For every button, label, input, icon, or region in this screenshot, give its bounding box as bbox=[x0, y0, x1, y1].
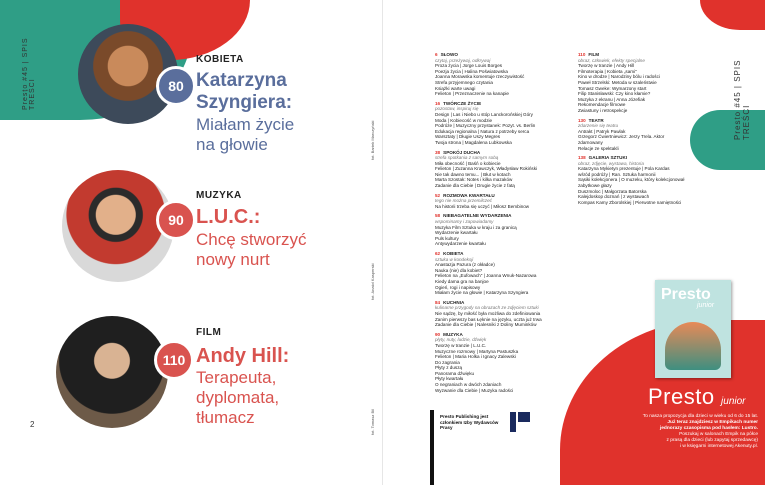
toc-entry: Joanna Morawska komentuje rzeczywistość bbox=[435, 74, 525, 80]
toc-entry: Duszmoloc | Małgorzata Batorska bbox=[578, 188, 647, 194]
toc-page-number: 84 bbox=[435, 299, 441, 305]
toc-entry: Ogień, rogi i napisowy bbox=[435, 284, 481, 290]
toc-entry: Felieton | Przeznaczenie na kanapie bbox=[435, 91, 509, 97]
toc-section-tagline: tego nie można przemilczeć bbox=[435, 198, 492, 204]
toc-entry: Muzyka z ekranu | Anna Józefiak bbox=[578, 96, 646, 102]
toc-page-number: 62 bbox=[435, 251, 441, 256]
toc-section-tagline: kulinarne przygody na obrazach ze zdjęciem sztuki bbox=[435, 305, 539, 311]
teal-side-shape bbox=[690, 110, 765, 170]
toc-section bbox=[578, 155, 688, 205]
toc-entry: Muzyka Film Sztuka w kraju i za granicą bbox=[435, 224, 517, 230]
logo-junior: junior bbox=[721, 396, 746, 407]
toc-entry: Proza życia | Jorge Louis Borges bbox=[435, 63, 503, 69]
publisher-text: Presto Publishing jest członkiem Izby Wydawców Prasy bbox=[440, 414, 499, 431]
toc-section-title: KOBIETA bbox=[443, 251, 464, 256]
toc-entry: Płyty kwartału bbox=[435, 376, 464, 382]
toc-section-title: SŁOWO bbox=[440, 52, 458, 57]
toc-entry: Kompas Kamy Zborolskiej | Pierwotne namiętności bbox=[578, 199, 682, 205]
section-side-label: Presto #45 | SPIS TREŚCI bbox=[22, 37, 36, 110]
toc-entry: Nie tak dawno temu... | Błut w kotach bbox=[435, 171, 511, 177]
toc-section bbox=[578, 118, 688, 152]
feature-subtitle: Chcę stworzyć nowy nurt bbox=[196, 230, 307, 269]
toc-entry: Grzegorz Ćwiertniewicz: Jerzy Trela. Aktor zdarnowany bbox=[578, 134, 665, 145]
photo-credit: fot. Tomasz Bil bbox=[370, 409, 375, 435]
category-label: KOBIETA bbox=[196, 54, 244, 65]
toc-section-tagline: płyty, nuty, ludzie, dźwięk bbox=[435, 337, 487, 343]
feature-title: Katarzyna Szyngiera: bbox=[196, 70, 293, 113]
category-label: FILM bbox=[196, 327, 222, 338]
page-number-badge: 110 bbox=[154, 340, 194, 380]
toc-section-tagline: wspominamy i zapowiadamy bbox=[435, 219, 494, 225]
toc-entry: Relacje ze spektakli bbox=[578, 145, 619, 151]
toc-entry: Antrakt | Patryk Pawlak bbox=[578, 128, 626, 134]
portrait-photo-man bbox=[56, 316, 168, 428]
toc-entry: Na historii trzeba się uczyć | Miłosz Bembinow bbox=[435, 203, 530, 209]
toc-entry: Tworzę w tranzie | Andy Hill bbox=[578, 63, 635, 69]
page-spine bbox=[382, 0, 383, 485]
toc-entry: Strefa przyjemnego czytania bbox=[435, 79, 493, 85]
photo-credit: fot. Bartek Marczyński bbox=[370, 120, 375, 160]
toc-entry: Miła obecność | Baśń o kobiecie bbox=[435, 160, 501, 166]
toc-section-title: KUCHNIA bbox=[443, 299, 465, 305]
publisher-black-bar bbox=[430, 410, 434, 485]
toc-section-title: TEATR bbox=[588, 117, 604, 123]
toc-section-tagline: strefa spotkania z samym sobą bbox=[435, 155, 499, 161]
toc-entry: Muzyczne rozmowy | Martyna Pastuszka bbox=[435, 348, 519, 354]
page-number-badge: 90 bbox=[156, 200, 196, 240]
toc-entry: Kalejdoskop doznań | z wystawach bbox=[578, 194, 650, 200]
red-corner-shape bbox=[700, 0, 765, 30]
presto-junior-logo bbox=[648, 384, 746, 410]
toc-entry: Panorama dźwięku bbox=[435, 370, 475, 376]
blurb-line: Poszukaj w salonach Empik na półce bbox=[679, 432, 758, 437]
category-label: MUZYKA bbox=[196, 190, 242, 201]
blurb-line: z prasą dla dzieci (lub zapytaj sprzedawcę) bbox=[666, 438, 758, 443]
cover-illustration bbox=[665, 322, 721, 370]
page-number: 2 bbox=[30, 420, 35, 429]
toc-section bbox=[435, 52, 545, 97]
toc-entry: Miałam życie na głowie | Katarzyna Szyngiera bbox=[435, 290, 529, 296]
blurb-line: jednorazy czasopisma pod hasłem: Lustro. bbox=[659, 426, 758, 431]
blurb-line: i w księgarni internetowej Akenuty.pl. bbox=[679, 444, 758, 449]
toc-entry: Zwiastuny i retrospekcje bbox=[578, 107, 628, 113]
toc-page-number: 16 bbox=[435, 100, 441, 106]
toc-section bbox=[435, 213, 545, 247]
toc-section-title: ROZMOWA KWARTAŁU bbox=[443, 192, 495, 198]
toc-entry: Sąsiki kolekcjonera | O muzeku, który kolekcjonował zabytkowe głazy bbox=[578, 177, 685, 189]
toc-entry: Tomasz Gweke: Wymarzony start bbox=[578, 85, 647, 91]
toc-entry: Zanim pierwszy bas Łęknie na języku, uczta już trwa bbox=[435, 316, 542, 322]
junior-blurb bbox=[588, 414, 758, 450]
toc-entry: Poezja życia | Halina Poświatowska bbox=[435, 68, 508, 74]
photo-credit: fot. Anatol Kasperski bbox=[370, 263, 375, 300]
toc-entry: Tworzę w tranzie | L.U.C. bbox=[435, 342, 487, 348]
toc-section bbox=[435, 251, 545, 296]
toc-entry: Zadanie dla Ciebie | Drugie życie z fatą bbox=[435, 183, 515, 189]
toc-entry: Do zagrania bbox=[435, 359, 460, 365]
toc-section bbox=[435, 101, 545, 146]
toc-entry: Płyty z duszą bbox=[435, 365, 463, 371]
toc-section-title: TWÓRCZE ŻYCIE bbox=[443, 100, 482, 106]
blurb-line: Już teraz znajdziesz w Empikach numer bbox=[667, 420, 758, 425]
toc-page-number: 38 bbox=[435, 149, 441, 155]
toc-entry: Wydarzenie kwartału bbox=[435, 230, 478, 236]
toc-section-tagline: czytaj, przeżywaj, odkrywaj bbox=[435, 57, 491, 63]
feature-title: Andy Hill: bbox=[196, 345, 290, 367]
logo-presto: Presto bbox=[648, 384, 715, 409]
toc-page-number: 110 bbox=[578, 52, 586, 57]
toc-column-2 bbox=[578, 52, 688, 209]
toc-entry: Felieton na „Eufowach" | Joanna Wnuk-Nazarowa bbox=[435, 273, 537, 279]
toc-section bbox=[435, 300, 545, 328]
toc-section-title: SPOKÓJ DUCHA bbox=[443, 149, 481, 155]
toc-section-tagline: obraz, zdjęcie, wystawa, historia bbox=[578, 160, 644, 166]
toc-section-tagline: pozostaw, inspiruj się bbox=[435, 106, 479, 112]
toc-entry: Filip Stanisławski: Czy kino kłamie? bbox=[578, 91, 651, 97]
toc-entry: O negraniach w dwóch zdaniach bbox=[435, 382, 502, 388]
toc-entry: Rekomendacje filmowe bbox=[578, 102, 626, 108]
toc-section-title: NIEBAGATELNE WYDARZENIA bbox=[443, 213, 512, 219]
toc-entry: Design | Las i Niebo u stóp Lanckorońskiej Góry bbox=[435, 111, 533, 117]
toc-page-number: 6 bbox=[435, 52, 438, 57]
toc-entry: Wyzwanie dla Ciebie | Muzyka radości bbox=[435, 387, 514, 393]
toc-entry: Nauka (nie) dla kobiet? bbox=[435, 267, 483, 273]
toc-section-title: GALERIA SZTUKI bbox=[588, 155, 628, 161]
toc-entry: Kiedy dama gra na banjoe bbox=[435, 278, 489, 284]
toc-section-tagline: sztuka w kondeksji bbox=[435, 256, 474, 262]
toc-entry: Antywydarzenie kwartału bbox=[435, 241, 486, 247]
toc-entry: Podróże | Muzyczny przystanek: Pozyt. vs. Berlin bbox=[435, 123, 536, 129]
toc-entry: Anastazja Pazura (z okładce) bbox=[435, 262, 495, 268]
toc-entry: Nie sądzę, by miłość była możliwa do zdefiniowania bbox=[435, 310, 541, 316]
toc-entry: Katarzyna Mykietyn prezentuje | Pola Kardas bbox=[578, 166, 670, 172]
cover-subtitle: junior bbox=[697, 302, 715, 309]
toc-section-title: FILM bbox=[588, 52, 600, 57]
toc-entry: Paweł Strzelski: Metoda w szaleństwie bbox=[578, 79, 657, 85]
toc-section-tagline: obraz, człowiek, efekty specjalne bbox=[578, 57, 645, 63]
toc-entry: Zadanie dla Ciebie | Nalesniki z Doliny Muminków bbox=[435, 322, 537, 328]
feature-subtitle: Terapeuta, dyplomata, tłumacz bbox=[196, 368, 280, 427]
toc-page-number: 52 bbox=[435, 192, 441, 198]
section-side-label: Presto #45 | SPIS TREŚCI bbox=[733, 59, 751, 140]
cover-title: Presto bbox=[661, 286, 711, 303]
toc-page-number: 90 bbox=[435, 331, 441, 337]
publisher-logo bbox=[510, 412, 538, 432]
toc-entry: Kino w drodze | Narodziny bólu i radości bbox=[578, 74, 660, 80]
feature-title: L.U.C.: bbox=[196, 206, 261, 228]
page-number-badge: 80 bbox=[156, 66, 196, 106]
toc-page-number: 58 bbox=[435, 213, 441, 219]
toc-entry: Warsztaty | Długie Uszy Megres bbox=[435, 134, 501, 140]
toc-entry: Marta Szostak: Notes i kilka mazaków bbox=[435, 177, 513, 183]
toc-entry: Edukacja regionalna | Natura z potrzeby serca bbox=[435, 128, 530, 134]
toc-column-1 bbox=[435, 52, 545, 397]
feature-subtitle: Miałam życie na głowie bbox=[196, 115, 295, 154]
toc-entry: Puls kultury bbox=[435, 235, 459, 241]
toc-section-title: MUZYKA bbox=[443, 331, 463, 337]
toc-entry: Twoja strona | Magdalena Lubkowska bbox=[435, 139, 512, 145]
toc-entry: Felieton | Zuzanna Krawczyk, Władysław Rokiński bbox=[435, 166, 538, 172]
blurb-line: To nasza propozycja dla dzieci w wieku od 6 do 15 lat. bbox=[642, 414, 758, 419]
toc-entry: Moda | Kobiecość w modzie bbox=[435, 117, 493, 123]
toc-section bbox=[435, 193, 545, 210]
presto-junior-cover bbox=[655, 280, 731, 378]
toc-entry: Felieton | Maria Holka i Ignacy Zalewski bbox=[435, 354, 516, 360]
toc-entry: Filmoterapia | Kobieta „sami" bbox=[578, 68, 637, 74]
toc-section bbox=[435, 332, 545, 394]
toc-section-tagline: zdarzenie się teatru bbox=[578, 123, 619, 129]
toc-page-number: 130 bbox=[578, 117, 586, 123]
toc-entry: wśród podróży | Ran. Sztuka harmonii bbox=[578, 171, 656, 177]
toc-page-number: 138 bbox=[578, 155, 586, 161]
toc-entry: Książki warte uwagi bbox=[435, 85, 476, 91]
toc-section bbox=[435, 150, 545, 189]
toc-section bbox=[578, 52, 688, 114]
